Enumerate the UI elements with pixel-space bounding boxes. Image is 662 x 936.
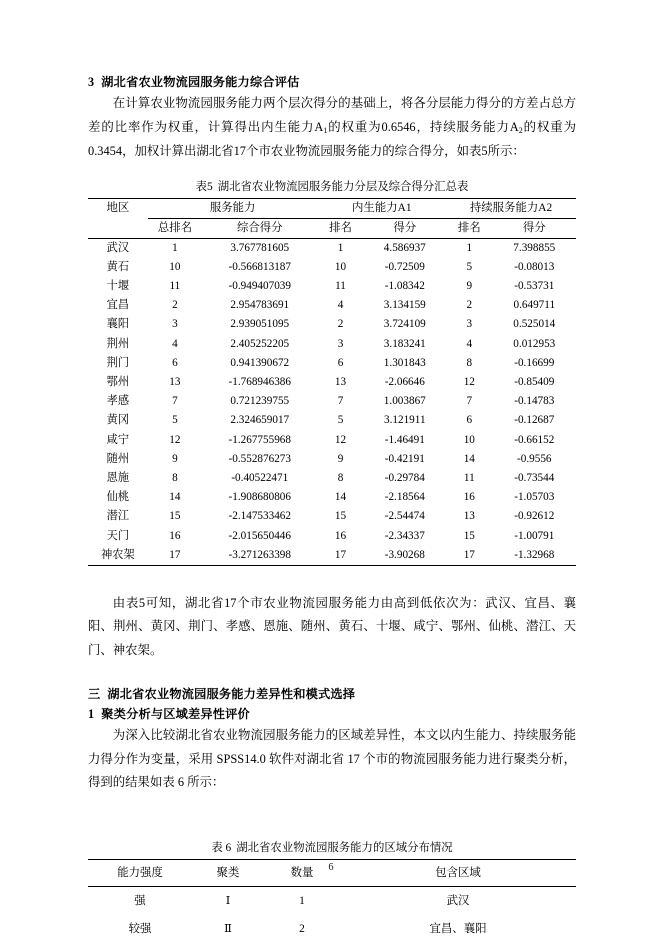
table5-header-service: 服务能力	[148, 198, 318, 218]
cell-total-rank: 12	[169, 433, 181, 446]
cell-score-a2: -0.12687	[514, 414, 555, 427]
table5-subheader-total-rank: 总排名	[148, 218, 202, 238]
cell-total-rank: 15	[169, 510, 181, 523]
cell-total-rank: 2	[172, 299, 178, 312]
cell-rank-a2: 7	[466, 395, 473, 408]
table5-header-region: 地区	[88, 198, 148, 218]
table5-subheader-score-a1: 得分	[364, 218, 447, 238]
cell-score-a2: -0.08013	[514, 260, 555, 273]
cell-score-a1: 3.183241	[383, 337, 426, 350]
cell-region: 随州	[106, 452, 130, 465]
cell-rank-a2: 10	[463, 433, 475, 446]
cell-total-rank: 3	[172, 318, 178, 331]
cell-composite: -0.552876273	[228, 452, 291, 465]
cell-score-a2: -1.05703	[514, 491, 555, 504]
table5-subheader-rank-a2: 排名	[446, 218, 493, 238]
cell-total-rank: 11	[169, 279, 181, 292]
cell-rank-a2: 15	[463, 529, 475, 542]
table-row	[88, 886, 576, 915]
cell-total-rank: 16	[169, 529, 181, 542]
table-row	[88, 373, 576, 392]
cell-score-a2: -0.16699	[514, 356, 555, 369]
cell-rank-a2: 13	[463, 510, 475, 523]
after-table5-paragraph: 由表5可知，湖北省17个市农业物流园服务能力由高到低依次为：武汉、宜昌、襄阳、荆州、黄冈、荆门、孝感、恩施、随州、黄石、十堰、咸宁、鄂州、仙桃、潜江、天门、神农架。	[88, 595, 576, 657]
major-section-heading	[88, 684, 576, 704]
cell-rank-a1: 9	[337, 452, 344, 465]
cell-score-a2: -0.14783	[514, 395, 555, 408]
page-number-footer: 6	[328, 862, 334, 873]
table6-caption	[88, 839, 576, 857]
table6-caption-title: 湖北省农业物流园服务能力的区域分布情况	[236, 841, 453, 854]
table-row	[88, 527, 576, 546]
cell-score-a1: -1.08342	[384, 279, 425, 292]
cell-total-rank: 4	[172, 337, 178, 350]
table-row	[88, 238, 576, 258]
cell-score-a2: -0.92612	[514, 510, 555, 523]
cell-total-rank: 9	[172, 452, 178, 465]
cell-composite: 2.939051095	[230, 318, 290, 331]
cell-score-a1: 1.003867	[383, 395, 426, 408]
cell-strength: 强	[134, 894, 146, 907]
major-section-title: 湖北省农业物流园服务能力差异性和模式选择	[107, 687, 356, 702]
cell-region: 潜江	[106, 510, 130, 523]
cell-rank-a1: 5	[337, 414, 344, 427]
table-row	[88, 258, 576, 277]
cell-rank-a1: 17	[318, 546, 364, 566]
section-3-number: 3	[88, 75, 95, 89]
table-row	[88, 546, 576, 566]
section-3-heading	[88, 72, 576, 92]
cell-region: 荆州	[106, 337, 130, 350]
cell-composite: 2.405252205	[230, 337, 290, 350]
cell-rank-a1: 3	[337, 337, 344, 350]
cell-score-a1: -3.90268	[364, 546, 447, 566]
cell-score-a1: -2.06646	[384, 375, 425, 388]
cell-rank-a2: 4	[466, 337, 473, 350]
cell-total-rank: 8	[172, 471, 178, 484]
paragraph-part-1: 在计算农业物流园服务能力两个层次得分的基础上，将各分层能力得分的方差占总方差的比率作为权重，计算得出内生能力A	[88, 96, 576, 134]
table-row	[88, 488, 576, 507]
cell-rank-a2: 17	[446, 546, 493, 566]
cell-score-a2: -1.00791	[514, 529, 555, 542]
table-row	[88, 450, 576, 469]
cell-rank-a1: 13	[334, 375, 347, 388]
spacer	[88, 164, 576, 178]
cell-region: 鄂州	[106, 375, 130, 388]
cell-total-rank: 6	[172, 356, 178, 369]
cell-score-a2: 0.012953	[513, 337, 556, 350]
table5-subheader-row	[88, 218, 576, 238]
cell-composite: 0.721239755	[230, 395, 290, 408]
cell-region: 孝感	[106, 395, 130, 408]
cell-region: 宜昌	[106, 299, 130, 312]
cell-region: 黄冈	[106, 414, 130, 427]
cell-composite: -0.566813187	[228, 260, 291, 273]
cell-score-a1: -2.18564	[384, 491, 425, 504]
cell-composite: -1.908680806	[228, 491, 291, 504]
cell-rank-a2: 5	[466, 260, 473, 273]
table-row	[88, 915, 576, 936]
cell-rank-a1: 7	[337, 395, 344, 408]
table5-body	[88, 198, 576, 565]
cell-score-a1: 3.121911	[384, 414, 426, 427]
cell-cluster: Ⅰ	[225, 894, 231, 907]
cell-score-a2: -0.85409	[514, 375, 555, 388]
cell-total-rank: 10	[169, 260, 181, 273]
table6-header-strength: 能力强度	[88, 859, 192, 886]
table-row	[88, 335, 576, 354]
table5-scores	[88, 198, 576, 566]
spacer	[88, 795, 576, 839]
cell-rank-a2: 6	[466, 414, 473, 427]
cell-composite: 2.324659017	[230, 414, 290, 427]
cell-total-rank: 5	[172, 414, 178, 427]
cell-areas: 武汉	[446, 894, 470, 907]
cell-total-rank: 14	[169, 491, 181, 504]
cell-composite: 3.767781605	[230, 241, 290, 254]
cell-composite: -3.271263398	[202, 546, 317, 566]
cell-rank-a1: 6	[337, 356, 344, 369]
subscript-a2: 2	[518, 126, 523, 135]
spacer	[88, 662, 576, 684]
cell-score-a1: 3.134159	[383, 299, 426, 312]
paragraph-part-2: 的权重为0.6546，持续服务能力A	[327, 119, 519, 134]
cell-region: 神农架	[88, 546, 148, 566]
cell-score-a2: 7.398855	[513, 241, 556, 254]
cell-region: 恩施	[106, 471, 130, 484]
table6-header-areas: 包含区域	[340, 859, 576, 886]
table5-subheader-composite: 综合得分	[202, 218, 317, 238]
table-row	[88, 431, 576, 450]
cell-region: 仙桃	[106, 491, 130, 504]
cell-rank-a1: 4	[337, 299, 344, 312]
cell-strength: 较强	[128, 922, 152, 935]
cell-score-a2: -0.53731	[514, 279, 555, 292]
cell-composite: -1.267755968	[228, 433, 291, 446]
cell-rank-a1: 10	[334, 260, 347, 273]
cell-region: 天门	[106, 529, 130, 542]
cell-total-rank: 13	[169, 375, 181, 388]
cell-score-a2: 0.649711	[513, 299, 556, 312]
cell-rank-a2: 8	[466, 356, 473, 369]
cell-rank-a2: 11	[463, 471, 475, 484]
subsection-1-paragraph: 为深入比较湖北省农业物流园服务能力的区域差异性，本文以内生能力、持续服务能力得分作为变量，采用 SPSS14.0 软件对湖北省 17 个市的物流园服务能力进行聚类分析，得到的结果如表 6 所示：	[88, 728, 576, 790]
cell-rank-a2: 9	[466, 279, 473, 292]
cell-composite: -2.015650446	[228, 529, 291, 542]
table-row	[88, 315, 576, 334]
cell-total-rank: 7	[172, 395, 178, 408]
table5-header-endogenous: 内生能力A1	[318, 198, 447, 218]
cell-composite: -0.40522471	[231, 471, 289, 484]
cell-count: 1	[299, 894, 305, 907]
table5-subheader-blank	[88, 218, 148, 238]
table5-caption-title: 湖北省农业物流园服务能力分层及综合得分汇总表	[217, 180, 469, 193]
subscript-a1: 1	[323, 126, 328, 135]
spacer	[88, 566, 576, 592]
cell-rank-a2: 3	[466, 318, 473, 331]
cell-total-rank: 1	[172, 241, 178, 254]
table5-subheader-score-a2: 得分	[493, 218, 576, 238]
cell-rank-a2: 2	[466, 299, 473, 312]
cell-score-a1: -2.34337	[384, 529, 425, 542]
cell-score-a1: 4.586937	[383, 241, 426, 254]
cell-rank-a1: 16	[334, 529, 347, 542]
table5-header-sustained: 持续服务能力A2	[446, 198, 576, 218]
cell-rank-a1: 14	[334, 491, 347, 504]
cell-rank-a2: 12	[463, 375, 475, 388]
section-3-paragraph	[88, 92, 576, 164]
table-row	[88, 392, 576, 411]
table5-subheader-rank-a1: 排名	[318, 218, 364, 238]
cell-areas: 宜昌、襄阳	[429, 922, 487, 935]
cell-count: 2	[299, 922, 305, 935]
cell-rank-a1: 1	[337, 241, 344, 254]
cell-region: 武汉	[106, 241, 130, 254]
cell-composite: -0.949407039	[228, 279, 291, 292]
cell-score-a2: -0.9556	[517, 452, 552, 465]
table6-header-cluster: 聚类	[192, 859, 264, 886]
table5-caption	[88, 178, 576, 196]
table5-group-header-row	[88, 198, 576, 218]
cell-total-rank: 17	[148, 546, 202, 566]
subsection-1-heading	[88, 704, 576, 724]
cell-score-a1: -0.29784	[384, 471, 425, 484]
cell-region: 咸宁	[106, 433, 130, 446]
cell-region: 十堰	[106, 279, 130, 292]
cell-score-a2: -0.73544	[514, 471, 555, 484]
cell-rank-a2: 14	[463, 452, 475, 465]
paragraph-part-3: 的权重为0.3454，加权计算出湖北省17个市农业物流园服务能力的综合得分，如表5所示：	[88, 119, 577, 158]
cell-rank-a1: 15	[334, 510, 347, 523]
cell-region: 襄阳	[106, 318, 130, 331]
table5-caption-number: 表5	[195, 180, 213, 193]
major-section-number: 三	[88, 687, 101, 702]
cell-score-a1: 3.724109	[383, 318, 426, 331]
cell-cluster: Ⅱ	[224, 922, 232, 935]
cell-rank-a1: 11	[335, 279, 346, 292]
table-row	[88, 469, 576, 488]
section-3-title: 湖北省农业物流园服务能力综合评估	[101, 75, 300, 89]
table-row	[88, 507, 576, 526]
cell-composite: 0.941390672	[230, 356, 290, 369]
cell-rank-a1: 2	[337, 318, 344, 331]
table-row	[88, 354, 576, 373]
cell-rank-a1: 12	[334, 433, 347, 446]
cell-score-a1: -2.54474	[384, 510, 425, 523]
cell-composite: 2.954783691	[230, 299, 290, 312]
cell-composite: -2.147533462	[228, 510, 291, 523]
cell-score-a1: -1.46491	[384, 433, 425, 446]
table6-header-count: 数量	[264, 859, 340, 886]
cell-score-a1: 1.301843	[383, 356, 426, 369]
cell-score-a2: -0.66152	[514, 433, 555, 446]
table6-caption-number: 表 6	[211, 841, 232, 854]
page-content	[88, 72, 576, 936]
cell-composite: -1.768946386	[228, 375, 291, 388]
cell-region: 荆门	[106, 356, 130, 369]
subsection-1-number: 1	[88, 707, 95, 722]
cell-rank-a1: 8	[337, 471, 344, 484]
cell-rank-a2: 1	[466, 241, 473, 254]
cell-score-a1: -0.72509	[384, 260, 425, 273]
table-row	[88, 296, 576, 315]
cell-score-a2: 0.525014	[513, 318, 556, 331]
cell-region: 黄石	[106, 260, 130, 273]
cell-score-a1: -0.42191	[384, 452, 425, 465]
table-row	[88, 411, 576, 430]
subsection-1-title: 聚类分析与区域差异性评价	[101, 707, 250, 722]
cell-rank-a2: 16	[463, 491, 475, 504]
table-row	[88, 277, 576, 296]
cell-score-a2: -1.32968	[493, 546, 576, 566]
